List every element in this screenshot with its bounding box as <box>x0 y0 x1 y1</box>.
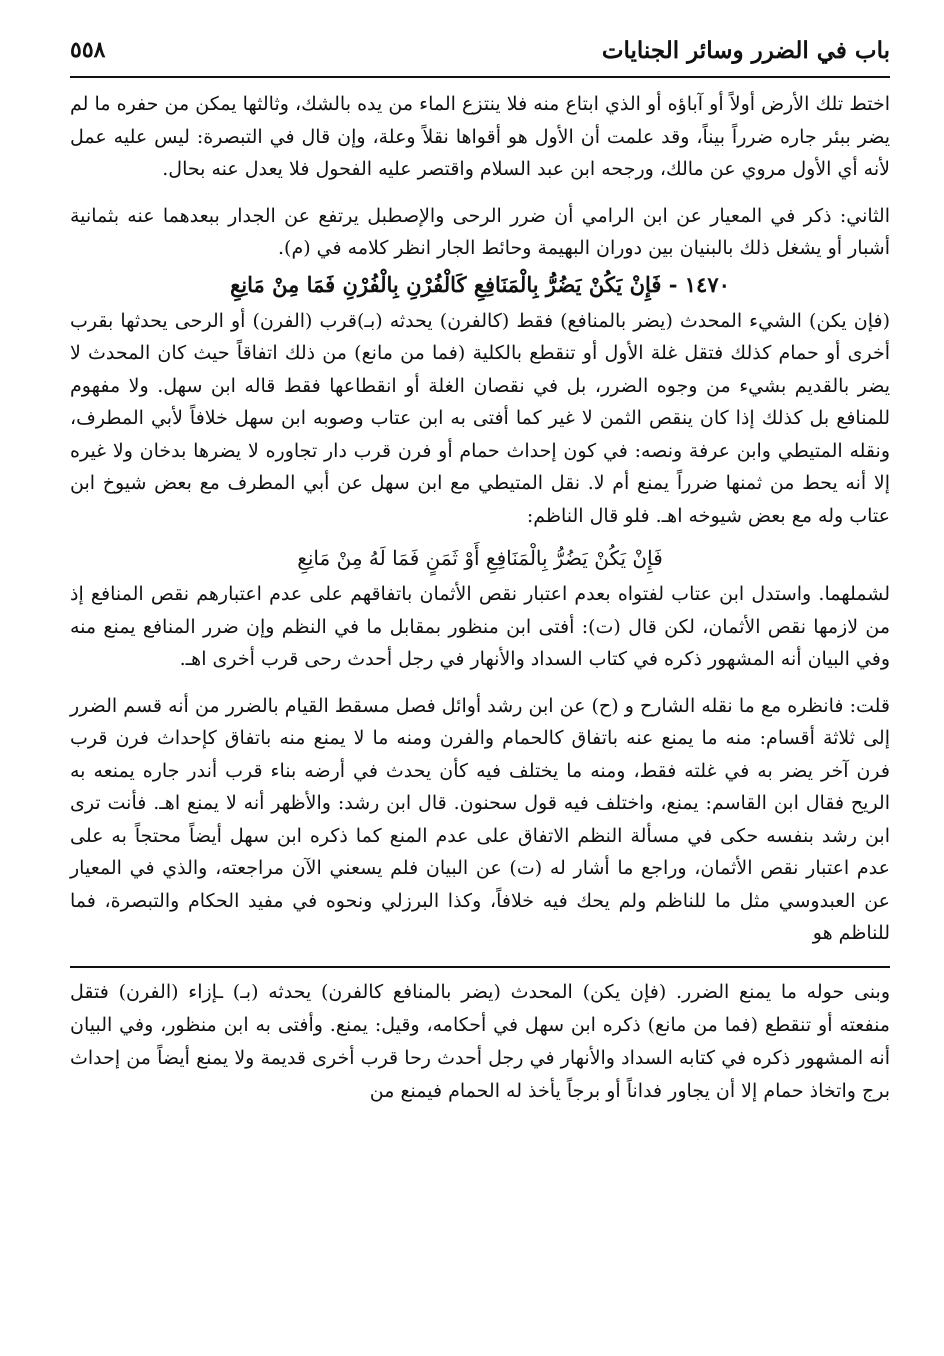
footnotes <box>70 976 890 1108</box>
paragraph: الثاني: ذكر في المعيار عن ابن الرامي أن ضرر الرحى والإصطبل يرتفع عن الجدار ببعدهما عنه بثمانية أشبار أو يشغل ذلك بالبنيان بين دوران البهيمة وحائط الجار انظر كلامه في (م). <box>70 204 890 259</box>
verse-line: ١٤٧٠ - فَإِنْ يَكُنْ يَضُرُّ بِالْمَنَافِعِ كَالْفُرْنِ بِالْفُرْنِ فَمَا مِنْ مَانِعِ <box>230 271 730 297</box>
book-page <box>70 28 890 1338</box>
chapter-title: باب في الضرر وسائر الجنايات <box>601 36 890 64</box>
paragraph: (فإن يكن) الشيء المحدث (يضر بالمنافع) فقط (كالفرن) يحدثه (بـ)قرب (الفرن) أو الرحى يحدثها بقرب أخرى أو حمام كذلك فتقل غلة الأول أو تنقطع بالكلية (فما من مانع) من ذلك اتفاقاً حيث كان المحدث لا يضر بالقديم بشيء من وجوه الضرر، بل في نقصان الغلة أو انقطاعها فقط قاله ابن سهل. ولا مفهوم للمنافع بل كذلك إذا كان ينقص الثمن لا غير كما أفتى به ابن عتاب وصوبه ابن سهل خلافاً لأبي المطرف، ونقله المتيطي وابن عرفة ونصه: في كون إحداث حمام أو فرن قرب دار تجاوره لا يضرها بدخان ولا غيره إلا أنه يحط من ثمنها ضرراً يمنع أم لا. نقل المتيطي مع ابن سهل عن أبي المطرف مع بعض شيوخ ابن عتاب وله مع بعض شيوخه اهـ. فلو قال الناظم: <box>70 309 890 527</box>
paragraph: لشملهما. واستدل ابن عتاب لفتواه بعدم اعتبار نقص الأثمان باتفاقهم على عدم اعتبارهم نقص المنافع إذ من لازمها نقص الأثمان، لكن قال (ت): أفتى ابن منظور بمقابل ما في النظم وإن ضرر المنافع يمنع منه وفي البيان أنه المشهور ذكره في كتاب السداد والأنهار في رجل أحدث رحى قرب أخرى اهـ. <box>70 583 891 670</box>
footnote-text: وبنى حوله ما يمنع الضرر. (فإن يكن) المحدث (يضر بالمنافع كالفرن) يحدثه (بـ) ـإزاء (الفرن) فتقل منفعته أو تنقطع (فما من مانع) ذكره ابن سهل في أحكامه، وقيل: يمنع. وأفتى به ابن منظور، وفي البيان أنه المشهور ذكره في كتابه السداد والأنهار في رجل أحدث رحا قرب أخرى قديمة ولا يمنع أيضاً من إحداث برج واتخاذ حمام إلا أن يجاور فداناً أو برجاً يأخذ له الحمام فيمنع من <box>70 980 890 1102</box>
verse-line: فَإِنْ يَكُنْ يَضُرُّ بِالْمَنَافِعِ أَوْ ثَمَنٍ فَمَا لَهُ مِنْ مَانِعِ <box>297 546 663 570</box>
paragraph: اختط تلك الأرض أولاً أو آباؤه أو الذي ابتاع منه فلا ينتزع الماء من يده بالشك، وثالثها يمكن من حفره ما لم يضر ببئر جاره ضرراً بيناً، وقد علمت أن الأول هو أقواها نقلاً وعلة، وإن قال في التبصرة: ليس عليه عمل لأنه أي الأول مروي عن مالك، ورجحه ابن عبد السلام واقتصر عليه الفحول فلا يعدل عنه بحال. <box>70 93 890 180</box>
main-text <box>70 88 890 950</box>
page-header <box>70 28 890 72</box>
header-rule <box>70 76 890 78</box>
footnote-rule <box>70 966 890 968</box>
paragraph: قلت: فانظره مع ما نقله الشارح و (ح) عن ابن رشد أوائل فصل مسقط القيام بالضرر من أنه قسم الضرر إلى ثلاثة أقسام: منه ما يمنع عنه باتفاق كالحمام والفرن ومنه ما لا يمنع منه باتفاق كإحداث فرن قرب فرن آخر يضر به في غلته فقط، ومنه ما يختلف فيه كأن يحدث في أرضه بناء قرب أندر جاره يمنعه به الريح فقال ابن القاسم: يمنع، واختلف فيه قول سحنون. قال ابن رشد: والأظهر أنه لا يمنع اهـ. فأنت ترى ابن رشد بنفسه حكى في مسألة النظم الاتفاق على عدم المنع كما ذكره ابن سهل أيضاً محتجاً به على عدم اعتبار نقص الأثمان، وراجع ما أشار له (ت) عن البيان فلم يسعني الآن مراجعته، والذي في المعيار عن العبدوسي مثل ما للناظم ولم يحك فيه خلافاً، وكذا البرزلي ونحوه في مفيد الحكام والتبصرة، فما للناظم هو <box>70 694 891 944</box>
page-number: ٥٥٨ <box>70 37 106 63</box>
